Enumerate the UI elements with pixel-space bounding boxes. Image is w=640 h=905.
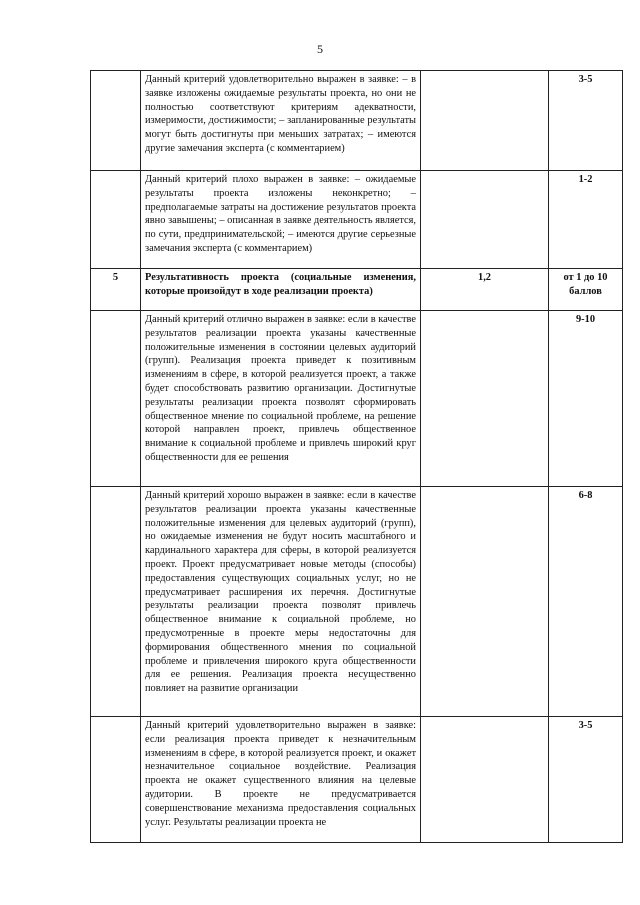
- score-range: 9-10: [549, 311, 623, 487]
- table-row: [91, 71, 623, 171]
- weight-cell: [421, 311, 549, 487]
- number-cell: [91, 171, 141, 269]
- number-cell: [91, 71, 141, 171]
- criterion-scale: от 1 до 10 баллов: [549, 269, 623, 311]
- weight-cell: [421, 71, 549, 171]
- number-cell: [91, 487, 141, 717]
- weight-cell: [421, 487, 549, 717]
- page-number: 5: [317, 42, 323, 56]
- criteria-table: [90, 70, 623, 843]
- criterion-title: Результативность проекта (социальные изменения, которые произойдут в ходе реализации проекта): [141, 269, 421, 311]
- table-row: [91, 717, 623, 843]
- score-range: 6-8: [549, 487, 623, 717]
- criterion-description: Данный критерий отлично выражен в заявке: если в качестве результатов реализации проекта указаны качественные положительные изменения в состоянии целевых аудиторий (групп). Реализация проекта приведет к позитивным изменениям в сфере, в которой реализуется проект, а также будет способствовать развитию организации. Достигнутые результаты реализации проекта позволят сформировать общественное мнение по социальной проблеме, на решение которой направлен проект, привлечь общественное внимание к социальной проблеме и привлечь широкий круг общественности для ее решения: [141, 311, 421, 487]
- criterion-description: Данный критерий удовлетворительно выражен в заявке: – в заявке изложены ожидаемые результаты проекта, но они не полностью соответствуют критериям адекватности, измеримости, достижимости; – запланированные результаты могут быть достигнуты при меньших затратах; – имеются другие замечания эксперта (с комментарием): [141, 71, 421, 171]
- criterion-description: Данный критерий хорошо выражен в заявке: если в качестве результатов реализации проекта указаны качественные положительные изменения для целевых аудиторий (групп), но ожидаемые изменения не будут носить масштабного и кардинального характера для сферы, в которой реализуется проект. Проект предусматривает новые методы (способы) предоставления существующих социальных услуг, но не предусматривает расширения их перечня. Достигнутые результаты реализации проекта позволят привлечь общественное внимание к социальной проблеме, но предусмотренные в проекте меры недостаточны для формирования общественного мнения по социальной проблеме и привлечения широкого круга общественности для ее решения. Реализация проекта несущественно повлияет на развитие организации: [141, 487, 421, 717]
- score-range: 3-5: [549, 71, 623, 171]
- score-range: 3-5: [549, 717, 623, 843]
- table-row: [91, 487, 623, 717]
- criterion-weight: 1,2: [421, 269, 549, 311]
- criterion-header-row: [91, 269, 623, 311]
- score-range: 1-2: [549, 171, 623, 269]
- criterion-description: Данный критерий плохо выражен в заявке: – ожидаемые результаты проекта изложены неконкретно; – предполагаемые затраты на достижение результатов проекта явно завышены; – описанная в заявке деятельность является, по сути, предпринимательской; – имеются другие серьезные замечания эксперта (с комментарием): [141, 171, 421, 269]
- criterion-number: 5: [91, 269, 141, 311]
- table-row: [91, 311, 623, 487]
- weight-cell: [421, 717, 549, 843]
- number-cell: [91, 717, 141, 843]
- weight-cell: [421, 171, 549, 269]
- number-cell: [91, 311, 141, 487]
- criterion-description: Данный критерий удовлетворительно выражен в заявке: если реализация проекта приведет к незначительным изменениям в сфере, в которой реализуется проект, и окажет незначительное социальное воздействие. Реализация проекта не окажет существенного влияния на целевые аудитории. В проекте не предусматривается совершенствование механизма предоставления социальных услуг. Результаты реализации проекта не: [141, 717, 421, 843]
- table-row: [91, 171, 623, 269]
